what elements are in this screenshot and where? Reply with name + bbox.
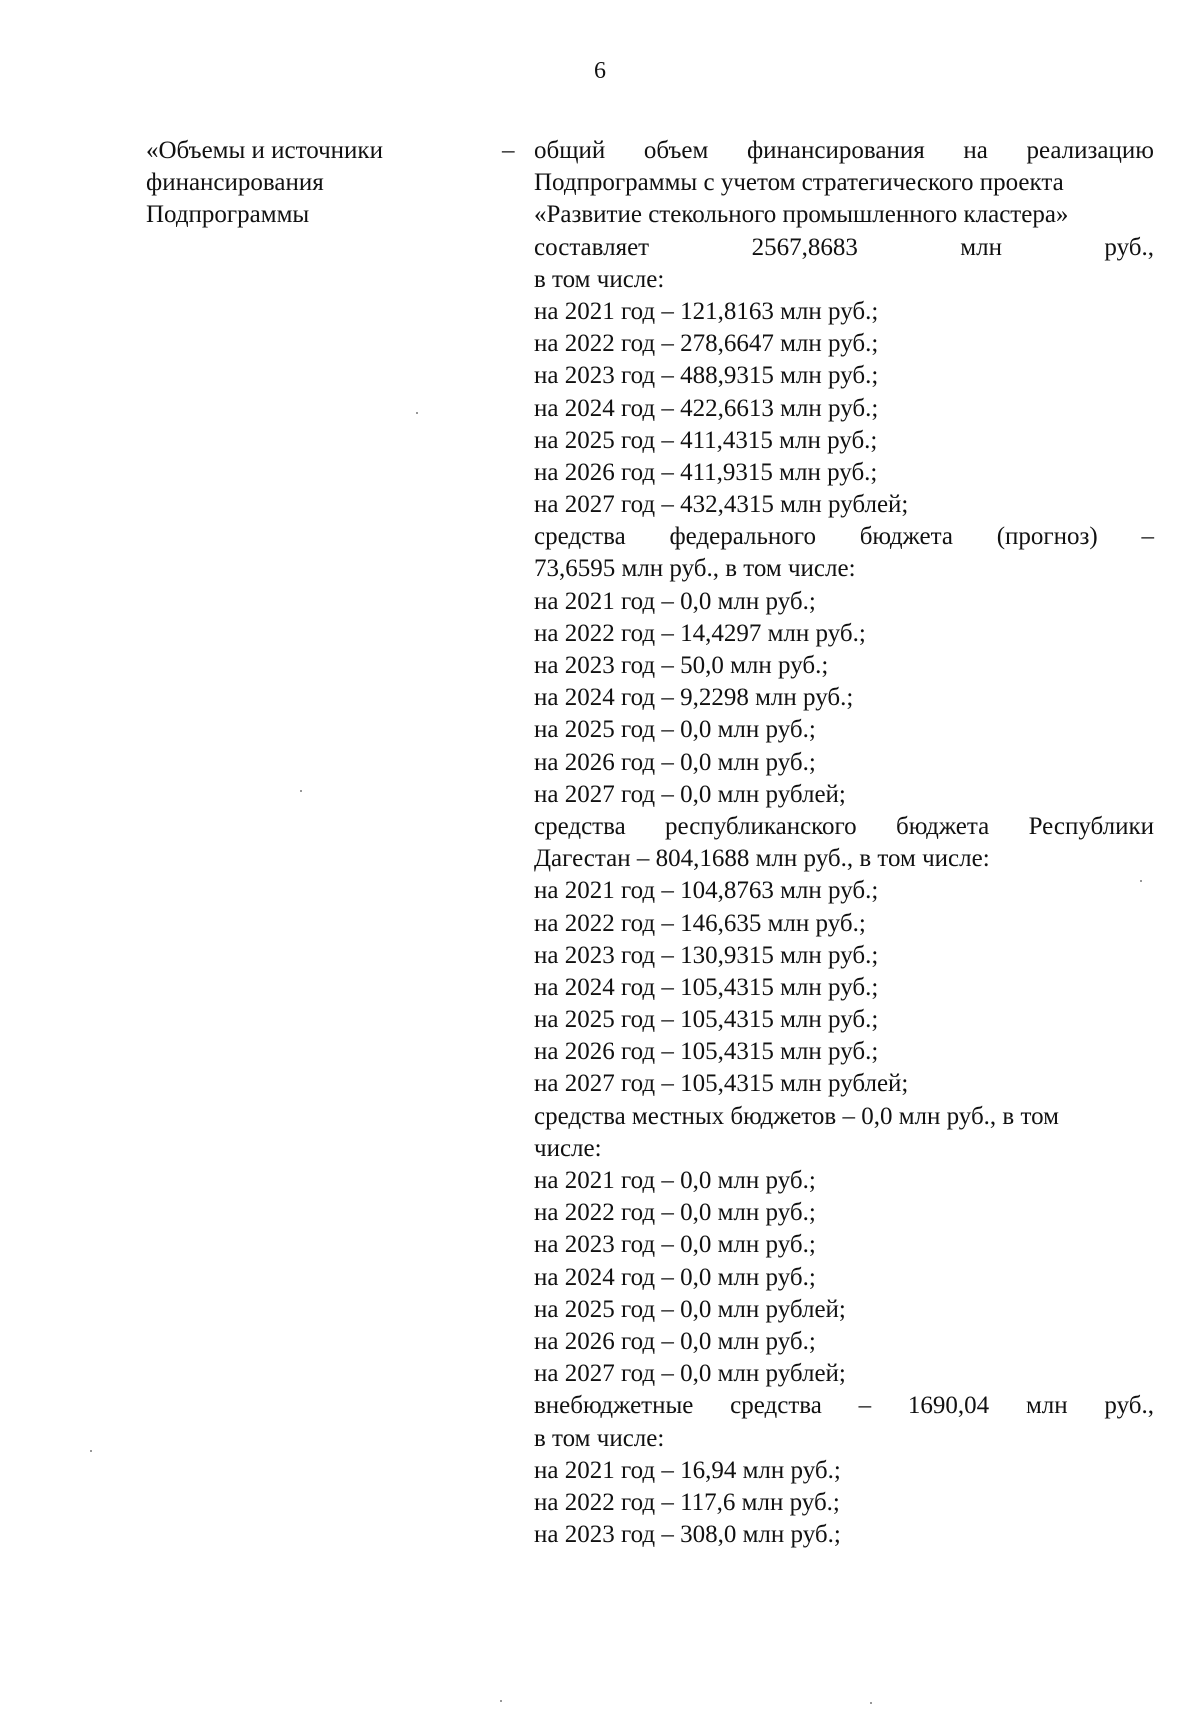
scan-speck — [416, 412, 418, 414]
word: финансирования — [746, 137, 925, 164]
year-line: на 2021 год – 104,8763 млн руб.; — [534, 877, 879, 905]
item-dash: – — [502, 137, 515, 164]
word: внебюджетные — [534, 1392, 694, 1420]
label-line: «Объемы и источники — [146, 137, 383, 164]
word: – — [1141, 523, 1154, 551]
word: бюджета — [859, 523, 953, 551]
word: общий — [534, 137, 606, 164]
word: млн — [1025, 1392, 1068, 1420]
year-line: на 2021 год – 16,94 млн руб.; — [534, 1456, 841, 1484]
text-line: числе: — [534, 1134, 602, 1162]
year-line: на 2022 год – 14,4297 млн руб.; — [534, 619, 866, 647]
word: руб., — [1104, 1392, 1154, 1420]
year-line: на 2023 год – 0,0 млн руб.; — [534, 1231, 816, 1259]
text-line: в том числе: — [534, 265, 665, 293]
word: республиканского — [665, 812, 857, 840]
word: на — [963, 137, 988, 164]
year-line: на 2027 год – 0,0 млн рублей; — [534, 1360, 846, 1388]
year-line: на 2023 год – 130,9315 млн руб.; — [534, 941, 879, 969]
year-line: на 2026 год – 0,0 млн руб.; — [534, 1327, 816, 1355]
word: федерального — [669, 523, 816, 551]
word: млн — [960, 233, 1002, 261]
year-line: на 2025 год – 105,4315 млн руб.; — [534, 1006, 879, 1034]
word: бюджета — [896, 812, 990, 840]
year-line: на 2025 год – 411,4315 млн руб.; — [534, 426, 878, 454]
year-line: на 2024 год – 422,6613 млн руб.; — [534, 394, 879, 422]
word: реализацию — [1026, 137, 1154, 164]
scan-speck — [1140, 880, 1142, 882]
year-line: на 2023 год – 308,0 млн руб.; — [534, 1521, 841, 1549]
label-line: Подпрограммы — [146, 201, 310, 228]
year-line: на 2024 год – 0,0 млн руб.; — [534, 1263, 816, 1291]
year-line: на 2027 год – 0,0 млн рублей; — [534, 780, 846, 808]
year-line: на 2024 год – 105,4315 млн руб.; — [534, 973, 879, 1001]
text-line: «Развитие стекольного промышленного кластера» — [534, 201, 1069, 229]
year-line: на 2027 год – 432,4315 млн рублей; — [534, 491, 909, 519]
word: средства — [534, 523, 626, 551]
section-label — [146, 135, 466, 231]
word: 1690,04 — [907, 1392, 990, 1420]
year-line: на 2025 год – 0,0 млн рублей; — [534, 1295, 846, 1323]
extrabudgetary-heading — [534, 1390, 1154, 1422]
year-line: на 2026 год – 0,0 млн руб.; — [534, 748, 816, 776]
year-line: на 2026 год – 411,9315 млн руб.; — [534, 458, 878, 486]
year-line: на 2023 год – 50,0 млн руб.; — [534, 652, 829, 679]
year-line: на 2027 год – 105,4315 млн рублей; — [534, 1070, 909, 1098]
word: объем — [643, 137, 709, 164]
total-amount-line — [534, 232, 1154, 264]
year-line: на 2022 год – 278,6647 млн руб.; — [534, 330, 879, 358]
word: средства — [534, 812, 626, 840]
scan-speck — [500, 1700, 502, 1702]
word: – — [858, 1392, 872, 1420]
scan-speck — [870, 1702, 872, 1704]
page-number: 6 — [594, 58, 606, 84]
label-line: финансирования — [146, 169, 324, 196]
text-line: 73,6595 млн руб., в том числе: — [534, 555, 856, 583]
year-line: на 2025 год – 0,0 млн руб.; — [534, 716, 816, 744]
word: Республики — [1028, 812, 1154, 840]
scan-speck — [90, 1450, 92, 1452]
republic-budget-heading — [534, 811, 1154, 843]
word: (прогноз) — [996, 523, 1098, 551]
justified-line — [534, 135, 1154, 167]
local-budget-heading: средства местных бюджетов – 0,0 млн руб., в том — [534, 1102, 1059, 1130]
word: руб., — [1104, 233, 1154, 261]
scan-speck — [300, 790, 302, 792]
word: средства — [730, 1392, 822, 1420]
year-line: на 2021 год – 0,0 млн руб.; — [534, 587, 816, 615]
financing-description — [534, 135, 1154, 1551]
year-line: на 2023 год – 488,9315 млн руб.; — [534, 362, 879, 390]
year-line: на 2022 год – 117,6 млн руб.; — [534, 1488, 840, 1516]
total-amount: 2567,8683 — [751, 233, 858, 261]
text-line: Подпрограммы с учетом стратегического проекта — [534, 169, 1064, 197]
year-line: на 2022 год – 146,635 млн руб.; — [534, 909, 866, 937]
text-line: в том числе: — [534, 1424, 665, 1452]
federal-budget-heading — [534, 521, 1154, 553]
text-line: Дагестан – 804,1688 млн руб., в том числе: — [534, 845, 990, 873]
year-line: на 2021 год – 121,8163 млн руб.; — [534, 297, 879, 325]
word: составляет — [534, 233, 650, 261]
year-line: на 2024 год – 9,2298 млн руб.; — [534, 684, 854, 712]
year-line: на 2026 год – 105,4315 млн руб.; — [534, 1038, 879, 1066]
year-line: на 2022 год – 0,0 млн руб.; — [534, 1199, 816, 1227]
year-line: на 2021 год – 0,0 млн руб.; — [534, 1167, 816, 1194]
